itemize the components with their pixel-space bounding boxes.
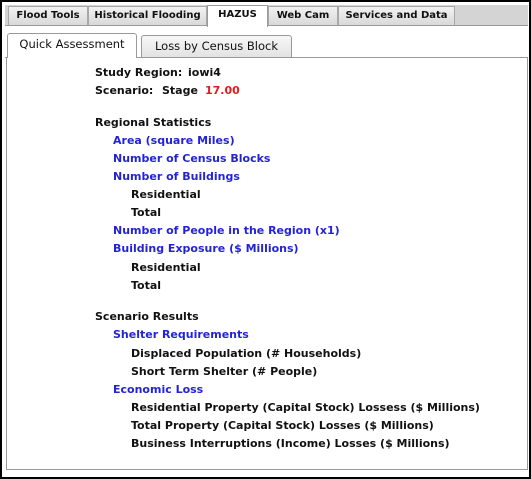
census-blocks-label: Number of Census Blocks [113,152,271,165]
tab-flood-tools[interactable]: Flood Tools [8,6,88,25]
tab-historical-flooding[interactable]: Historical Flooding [88,6,207,25]
buildings-total-label: Total [131,206,162,219]
residential-loss-label: Residential Property (Capital Stock) Lossess ($ Millions) [131,401,480,414]
sub-tab-bar [5,33,528,58]
exposure-label: Building Exposure ($ Millions) [113,242,299,255]
people-label: Number of People in the Region (x1) [113,224,340,237]
total-property-loss-label: Total Property (Capital Stock) Losses ($ Millions) [131,419,434,432]
exposure-residential-label: Residential [131,261,201,274]
exposure-total-label: Total [131,279,162,292]
scenario-type: Stage [162,84,198,97]
shelter-requirements-label: Shelter Requirements [113,328,249,341]
scenario-results-heading: Scenario Results [95,310,199,323]
scenario-label: Scenario: [95,84,154,97]
tab-loss-by-census-block[interactable]: Loss by Census Block [141,35,292,57]
area-label: Area (square Miles) [113,134,235,147]
quick-assessment-panel [6,58,528,470]
tab-services-and-data[interactable]: Services and Data [338,6,455,25]
scenario-stage-value: 17.00 [205,84,240,97]
buildings-label: Number of Buildings [113,170,240,183]
business-loss-label: Business Interruptions (Income) Losses ($ Millions) [131,437,450,450]
main-tab-bar [5,5,528,26]
displaced-population-label: Displaced Population (# Households) [131,347,362,360]
short-term-shelter-label: Short Term Shelter (# People) [131,365,318,378]
study-region-value: iowi4 [188,66,221,79]
tab-hazus[interactable]: HAZUS [207,5,268,27]
tab-web-cam[interactable]: Web Cam [268,6,338,25]
tab-quick-assessment[interactable]: Quick Assessment [7,33,137,58]
buildings-residential-label: Residential [131,188,201,201]
study-region-label: Study Region: [95,66,183,79]
economic-loss-label: Economic Loss [113,383,204,396]
regional-statistics-heading: Regional Statistics [95,116,212,129]
